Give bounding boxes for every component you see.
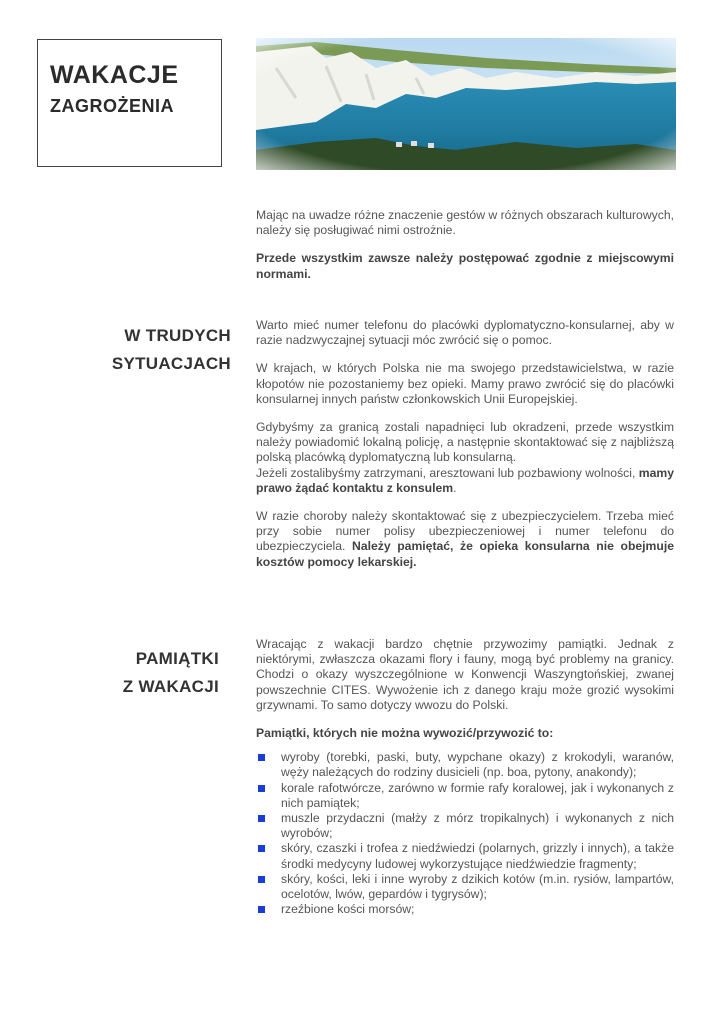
list-item: muszle przydaczni (małży z mórz tropikalnych) i wykonanych z nich wyrobów; xyxy=(256,811,674,841)
bullet-square-icon xyxy=(258,876,265,883)
paragraph: Warto mieć numer telefonu do placówki dyplomatyczno-konsularnej, aby w razie nadzwyczajnej sytuacji móc zwrócić się o pomoc. xyxy=(256,318,674,348)
paragraph xyxy=(256,466,674,496)
forbidden-souvenirs-list xyxy=(256,750,674,917)
bullet-square-icon xyxy=(258,754,265,761)
text-span: W razie choroby należy skontaktować się z ubezpieczycielem. Trzeba mieć przy sobie numer polisy ubezpieczeniowej i numer telefonu do ubezpieczyciela. xyxy=(256,509,674,554)
intro-bold-paragraph: Przede wszystkim zawsze należy postępować zgodnie z miejscowymi normami. xyxy=(256,251,674,281)
bold-text: Należy pamiętać, że opieka konsularna nie obejmuje kosztów pomocy lekarskiej. xyxy=(256,539,674,569)
paragraph xyxy=(256,509,674,570)
bullet-square-icon xyxy=(258,906,265,913)
page-title: WAKACJE xyxy=(50,61,179,89)
list-item: skóry, czaszki i trofea z niedźwiedzi (polarnych, grizzly i innych), a także środki medycyny ludowej wykorzystujące niedźwiedzie fragmenty; xyxy=(256,841,674,871)
paragraph: Wracając z wakacji bardzo chętnie przywozimy pamiątki. Jednak z niektórymi, zwłaszcza okazami flory i fauny, mogą być problemy na granicy. Chodzi o okazy wyszczególnione w Konwencji Waszyngtońskiej, zwanej powszechnie CITES. Wywożenie ich z danego kraju może grozić wysokimi grzywnami. To samo dotyczy wwozu do Polski. xyxy=(256,637,674,712)
heading-line: W TRUDYCH xyxy=(124,326,231,345)
title-box xyxy=(37,39,222,167)
list-item: korale rafotwórcze, zarówno w formie rafy koralowej, jak i wykonanych z nich pamiątek; xyxy=(256,781,674,811)
section-heading-pamiatki xyxy=(60,645,219,701)
coast-photo xyxy=(256,38,676,170)
section-pamiatki-text xyxy=(256,637,674,917)
bullet-square-icon xyxy=(258,815,265,822)
bullet-square-icon xyxy=(258,845,265,852)
list-item: skóry, kości, leki i inne wyroby z dzikich kotów (m.in. rysiów, lampartów, ocelotów, lwów, gepardów i tygrysów); xyxy=(256,872,674,902)
text-span: . xyxy=(453,480,457,495)
intro-block xyxy=(256,208,674,282)
heading-line: PAMIĄTKI xyxy=(135,649,219,668)
paragraph: Gdybyśmy za granicą zostali napadnięci lub okradzeni, przede wszystkim należy powiadomić lokalną policję, a następnie skontaktować się z najbliższą polską placówką dyplomatyczną lub konsularną. xyxy=(256,420,674,465)
heading-line: SYTUACJACH xyxy=(111,354,231,373)
section-trudne-text xyxy=(256,318,674,570)
bullet-square-icon xyxy=(258,785,265,792)
paragraph: W krajach, w których Polska nie ma swojego przedstawicielstwa, w razie kłopotów nie pozostaniemy bez opieki. Mamy prawo zwrócić się do placówki konsularnej innych państw członkowskich Unii Europejskiej. xyxy=(256,361,674,406)
list-heading: Pamiątki, których nie można wywozić/przywozić to: xyxy=(256,726,554,741)
list-item: wyroby (torebki, paski, buty, wypchane okazy) z krokodyli, waranów, węży należących do rodziny dusicieli (np. boa, pytony, anakondy); xyxy=(256,750,674,780)
section-heading-trudne xyxy=(60,322,231,378)
page-subtitle: ZAGROŻENIA xyxy=(50,96,174,116)
heading-line: Z WAKACJI xyxy=(122,677,219,696)
text-span: Jeżeli zostalibyśmy zatrzymani, aresztowani lub pozbawiony wolności, xyxy=(256,465,639,480)
bold-text: mamy prawo żądać kontaktu z konsulem xyxy=(256,465,674,495)
list-item: rzeźbione kości morsów; xyxy=(256,902,674,917)
intro-paragraph: Mając na uwadze różne znaczenie gestów w różnych obszarach kulturowych, należy się posługiwać nimi ostrożnie. xyxy=(256,208,674,238)
cliffs-sea-image xyxy=(256,38,676,170)
